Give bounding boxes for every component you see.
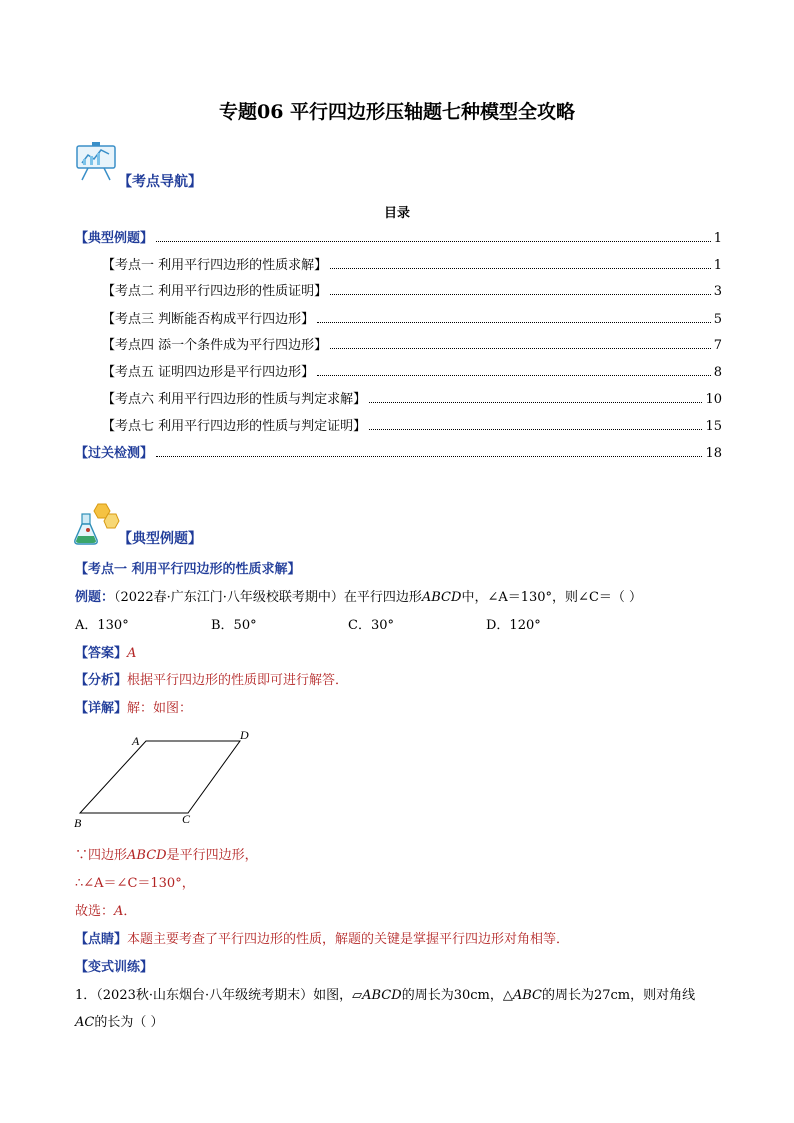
toc-entry-page: 15 xyxy=(705,419,722,434)
toc-entry[interactable] xyxy=(75,443,722,461)
example-source: （2022春·广东江门·八年级校联考期中）在平行四边形 xyxy=(114,590,422,605)
analysis-line xyxy=(75,669,348,688)
step-text: 故选： xyxy=(75,904,115,919)
example-condition: ∠A＝130°，则∠C＝（ ） xyxy=(487,590,643,605)
flask-icon xyxy=(72,500,120,546)
toc-leader-dots xyxy=(156,241,711,242)
toc-entry-label: 【考点三 判断能否构成平行四边形】 xyxy=(102,312,315,327)
detail-line xyxy=(75,697,192,716)
step-figure-name: ABCD xyxy=(127,848,167,863)
toc-leader-dots xyxy=(330,348,711,349)
toc-entry[interactable] xyxy=(102,335,722,353)
solution-step-3 xyxy=(75,900,136,919)
step-text: 是平行四边形， xyxy=(166,848,258,863)
analysis-label: 【分析】 xyxy=(75,673,128,688)
vertex-d-label: D xyxy=(240,728,249,742)
toc-entry-label: 【考点七 利用平行四边形的性质与判定证明】 xyxy=(102,419,367,434)
option-d[interactable]: D．120° xyxy=(486,618,541,633)
q1-figure-name: ▱ABCD xyxy=(352,988,402,1003)
toc-entry[interactable] xyxy=(102,309,722,327)
parallelogram-figure xyxy=(70,725,260,835)
nav-header: 【考点导航】 xyxy=(118,174,202,190)
toc-entry[interactable] xyxy=(102,255,722,273)
solution-step-1 xyxy=(75,844,258,863)
option-c[interactable]: C．30° xyxy=(348,618,394,633)
comment-label: 【点睛】 xyxy=(75,932,128,947)
example-figure-name: ABCD xyxy=(421,590,462,605)
toc-entry-label: 【考点六 利用平行四边形的性质与判定求解】 xyxy=(102,392,367,407)
toc-entry-page: 7 xyxy=(713,338,722,353)
toc-leader-dots xyxy=(317,322,711,323)
toc-entry[interactable] xyxy=(102,416,722,434)
toc-leader-dots xyxy=(156,456,702,457)
toc-entry-label: 【考点四 添一个条件成为平行四边形】 xyxy=(102,338,328,353)
toc-leader-dots xyxy=(369,429,702,430)
page-title: 专题06 平行四边形压轴题七种模型全攻略 xyxy=(218,101,576,123)
answer-line xyxy=(75,642,136,661)
q1-segment-name: AC xyxy=(75,1015,95,1030)
presentation-board-icon xyxy=(74,140,120,182)
question-1-line-1 xyxy=(75,984,695,1003)
q1-text: 的周长为27cm，则对角线 xyxy=(541,988,696,1003)
toc-entry-page: 1 xyxy=(713,258,722,273)
vertex-b-label: B xyxy=(74,816,82,830)
toc-entry-page: 8 xyxy=(713,365,722,380)
toc-entry-label: 【考点二 利用平行四边形的性质证明】 xyxy=(102,284,328,299)
toc-entry-page: 1 xyxy=(713,231,722,246)
toc-entry-label: 【考点一 利用平行四边形的性质求解】 xyxy=(102,258,328,273)
step-answer: A xyxy=(114,904,124,919)
section-header: 【典型例题】 xyxy=(118,531,202,547)
toc-entry-label: 【考点五 证明四边形是平行四边形】 xyxy=(102,365,315,380)
toc-entry-label: 【过关检测】 xyxy=(75,446,154,461)
toc-entry[interactable] xyxy=(75,228,722,246)
step-text: ． xyxy=(123,904,137,919)
toc-entry-page: 18 xyxy=(705,446,722,461)
toc-entry-page: 5 xyxy=(713,312,722,327)
toc-leader-dots xyxy=(330,294,711,295)
vertex-a-label: A xyxy=(132,734,140,748)
detail-label: 【详解】 xyxy=(75,701,128,716)
toc-entry[interactable] xyxy=(102,389,722,407)
question-1-line-2 xyxy=(75,1011,163,1030)
toc-title: 目录 xyxy=(383,206,410,221)
comment-line xyxy=(75,928,569,947)
toc-entry[interactable] xyxy=(102,362,722,380)
toc-leader-dots xyxy=(369,402,702,403)
toc-entry-page: 3 xyxy=(713,284,722,299)
solution-step-2: ∴∠A＝∠C＝130°， xyxy=(75,876,195,891)
q1-text: 的长为（ ） xyxy=(94,1015,164,1030)
toc-entry-label: 【典型例题】 xyxy=(75,231,154,246)
toc-leader-dots xyxy=(330,268,711,269)
example-label: 例题： xyxy=(75,590,115,605)
step-text: ∵四边形 xyxy=(75,848,128,863)
q1-text: 1．（2023秋·山东烟台·八年级统考期末）如图， xyxy=(75,988,353,1003)
example-question xyxy=(75,586,642,605)
answer-value: A xyxy=(127,646,137,661)
detail-text: 解：如图： xyxy=(127,701,193,716)
toc-leader-dots xyxy=(317,375,711,376)
topic-heading: 【考点一 利用平行四边形的性质求解】 xyxy=(75,562,301,577)
variant-header: 【变式训练】 xyxy=(75,960,154,975)
toc-entry-page: 10 xyxy=(705,392,722,407)
option-b[interactable]: B．50° xyxy=(211,618,257,633)
answer-label: 【答案】 xyxy=(75,646,128,661)
option-a[interactable]: A．130° xyxy=(75,618,129,633)
q1-triangle-name: △ABC xyxy=(502,988,542,1003)
analysis-text: 根据平行四边形的性质即可进行解答． xyxy=(127,673,349,688)
vertex-c-label: C xyxy=(182,812,191,826)
example-text: 中， xyxy=(461,590,488,605)
comment-text: 本题主要考查了平行四边形的性质，解题的关键是掌握平行四边形对角相等． xyxy=(127,932,570,947)
toc-entry[interactable] xyxy=(102,281,722,299)
q1-text: 的周长为30cm， xyxy=(401,988,503,1003)
